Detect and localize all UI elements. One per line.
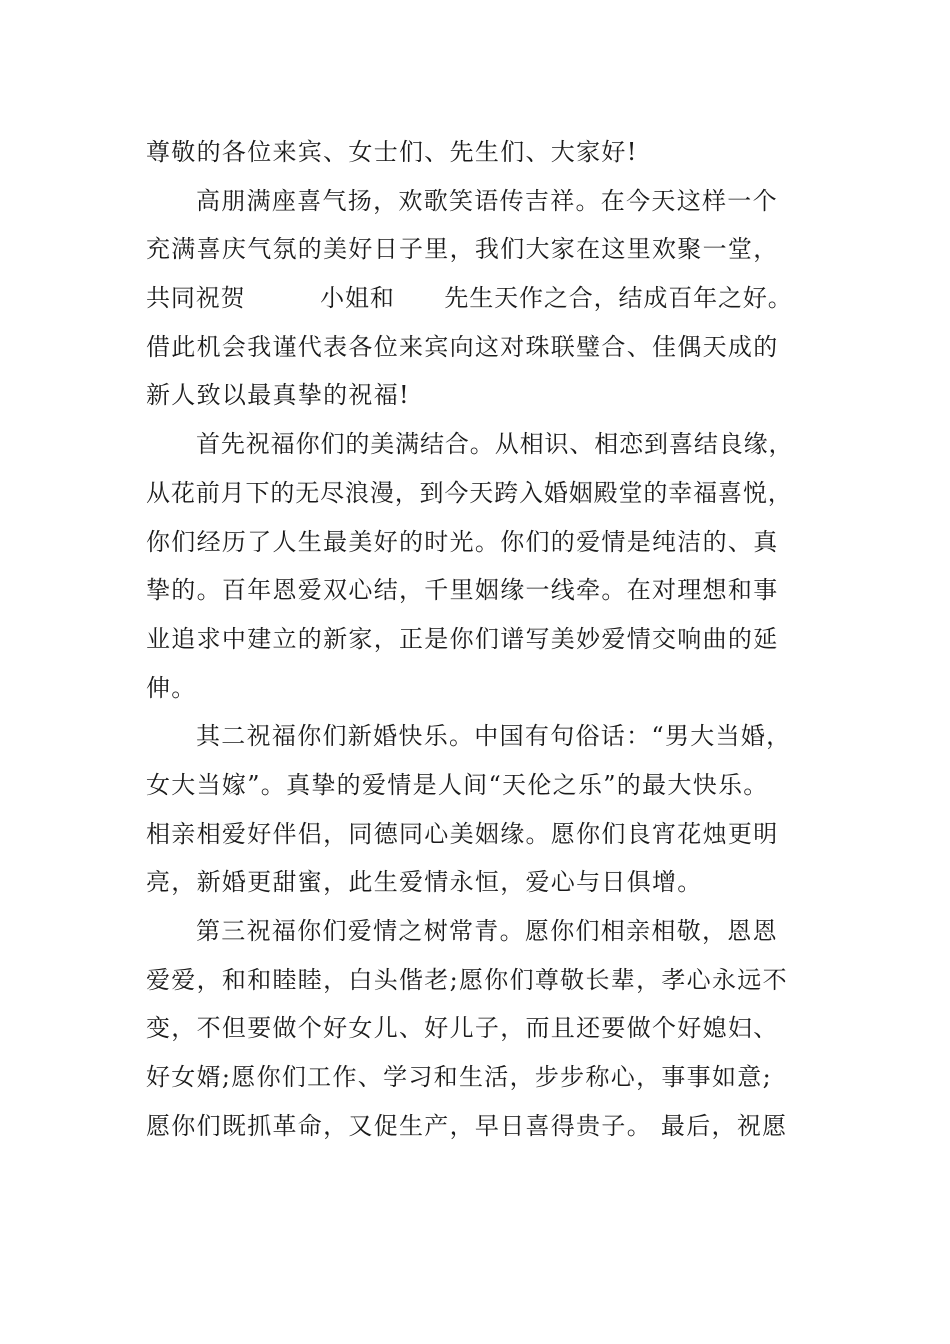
text-line: 相亲相爱好伴侣，同德同心美姻缘。愿你们良宵花烛更明	[146, 819, 779, 848]
text-line: 从花前月下的无尽浪漫，到今天跨入婚姻殿堂的幸福喜悦，	[146, 478, 793, 507]
text-line: 亮，新婚更甜蜜，此生爱情永恒，爱心与日俱增。	[146, 868, 703, 897]
text-line: 首先祝福你们的美满结合。从相识、相恋到喜结良缘，	[196, 430, 794, 459]
text-line: 变，不但要做个好女儿、好儿子，而且还要做个好媳妇、	[146, 1014, 779, 1043]
text-line: 挚的。百年恩爱双心结，千里姻缘一线牵。在对理想和事	[146, 576, 779, 605]
text-line: 其二祝福你们新婚快乐。中国有句俗话：“男大当婚，	[196, 722, 792, 751]
text-line: 高朋满座喜气扬，欢歌笑语传吉祥。在今天这样一个	[196, 186, 778, 215]
text-line: 好女婿;愿你们工作、学习和生活，步步称心，事事如意;	[146, 1063, 772, 1092]
text-line: 愿你们既抓革命，又促生产，早日喜得贵子。 最后，祝愿	[146, 1111, 788, 1140]
text-line: 借此机会我谨代表各位来宾向这对珠联璧合、佳偶天成的	[146, 332, 779, 361]
text-line: 尊敬的各位来宾、女士们、先生们、大家好!	[146, 138, 638, 166]
text-line: 新人致以最真挚的祝福!	[146, 381, 410, 410]
text-line: 你们经历了人生最美好的时光。你们的爱情是纯洁的、真	[146, 527, 779, 556]
text-line: 充满喜庆气氛的美好日子里，我们大家在这里欢聚一堂，	[146, 235, 779, 264]
text-line: 爱爱，和和睦睦，白头偕老;愿你们尊敬长辈，孝心永远不	[146, 965, 788, 994]
text-line: 业追求中建立的新家，正是你们谱写美妙爱情交响曲的延	[146, 624, 779, 653]
text-line: 女大当嫁”。真挚的爱情是人间“天伦之乐”的最大快乐。	[146, 770, 769, 799]
body-text	[146, 128, 798, 1150]
text-line: 共同祝贺 小姐和 先生天作之合，结成百年之好。	[146, 284, 793, 313]
text-line: 第三祝福你们爱情之树常青。愿你们相亲相敬，恩恩	[196, 917, 778, 945]
text-line: 伸。	[146, 673, 197, 702]
